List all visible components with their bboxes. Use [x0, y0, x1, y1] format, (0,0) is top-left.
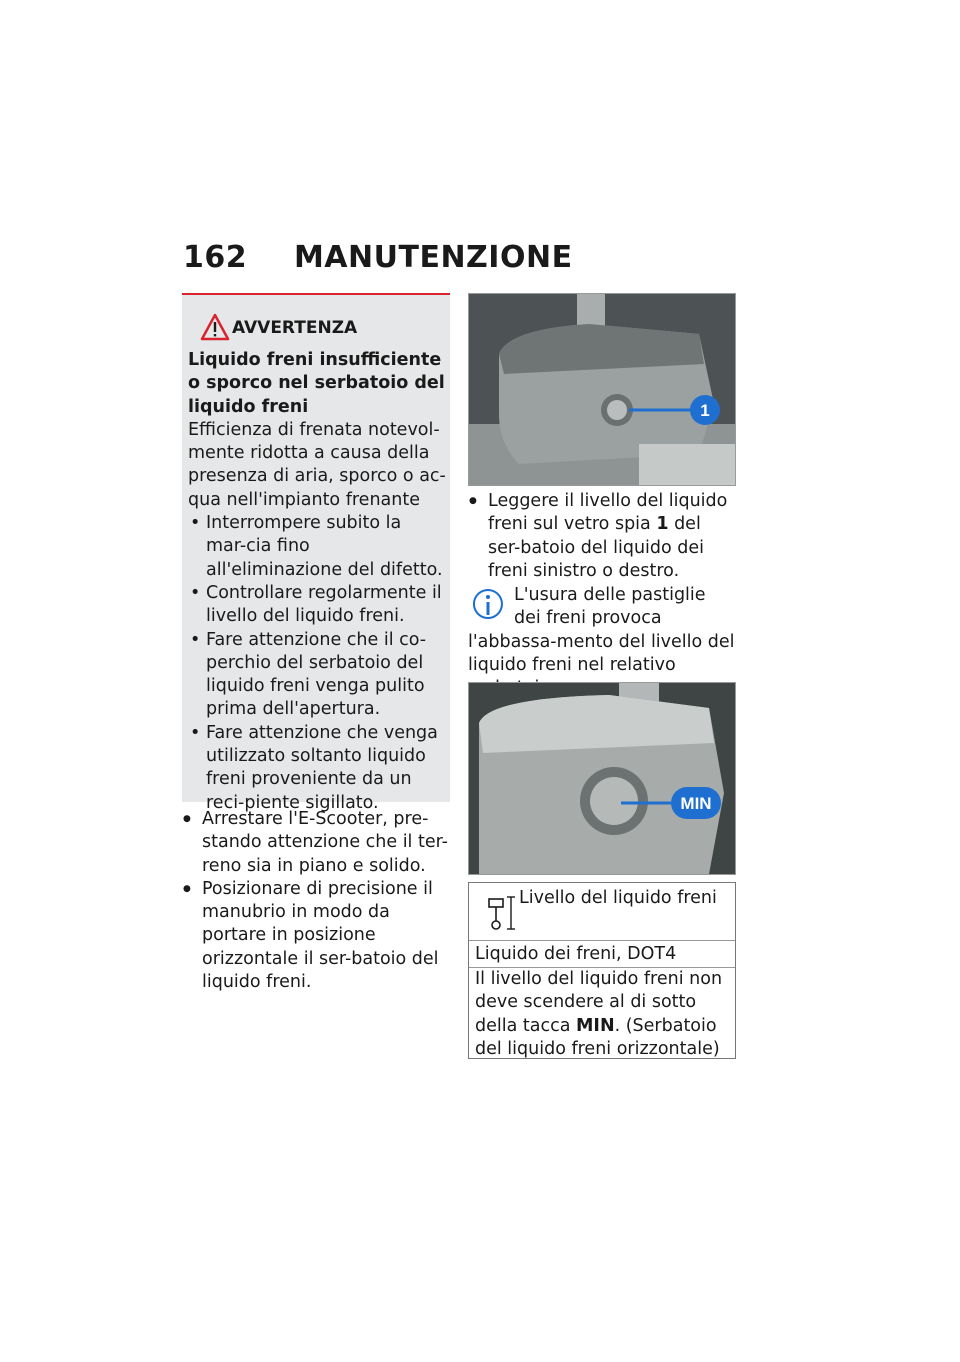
callout-min-label: MIN	[680, 794, 712, 813]
list-item	[468, 490, 736, 583]
list-item: ● Posizionare di precisione il manubrio in modo da portare in posizione orizzontale il ser-batoio del liquido freni.	[182, 878, 450, 994]
spec-description	[469, 968, 735, 1061]
step-text: Leggere il livello del liquido freni sul vetro spia	[488, 491, 728, 535]
warning-triangle-icon	[200, 313, 230, 341]
spec-fluid: Liquido dei freni, DOT4	[469, 941, 735, 968]
warning-heading: Liquido freni insufficiente o sporco nel serbatoio del liquido freni	[188, 350, 445, 417]
spec-desc-text: Il livello del liquido freni non deve scendere al di sotto della tacca	[475, 969, 723, 1036]
spec-table	[468, 882, 736, 1059]
page-header	[183, 240, 573, 275]
right-steps	[468, 490, 736, 583]
list-item: • Fare attenzione che venga utilizzato soltanto liquido freni proveniente da un reci-piente sigillato.	[188, 722, 446, 815]
list-item: • Fare attenzione che il co-perchio del serbatoio del liquido freni venga pulito prima dell'apertura.	[188, 629, 446, 722]
left-steps	[182, 808, 450, 994]
brake-fluid-level-icon	[483, 889, 523, 933]
warning-bullets	[188, 512, 446, 815]
reservoir-photo-min-mark	[468, 682, 736, 875]
spec-desc-end: . (Serbatoio del liquido freni orizzontale)	[475, 1015, 720, 1059]
note-text: L'usura delle pastiglie dei freni provoca l'abbassa-mento del livello del liquido freni nel relativo	[468, 585, 735, 675]
spec-row-title	[469, 883, 735, 941]
reservoir-photo-sight-glass	[468, 293, 736, 486]
step-text-end: del ser-batoio del liquido dei freni sinistro o destro.	[488, 514, 705, 581]
info-icon	[472, 588, 504, 624]
list-item: • Interrompere subito la mar-cia fino all'eliminazione del difetto.	[188, 512, 446, 582]
spec-desc-min: MIN	[576, 1015, 615, 1036]
list-item: ● Arrestare l'E-Scooter, pre-stando attenzione che il ter-reno sia in piano e solido.	[182, 808, 450, 878]
callout-1-label: 1	[700, 401, 710, 420]
section-title: MANUTENZIONE	[293, 240, 573, 275]
warning-label: AVVERTENZA	[232, 318, 358, 338]
page-number: 162	[183, 240, 248, 275]
warning-body: Efficienza di frenata notevol-mente ridotta a causa della presenza di aria, sporco o ac-qua nell'impianto frenante	[188, 419, 446, 510]
warning-box	[182, 295, 450, 813]
list-item: • Controllare regolarmente il livello del liquido freni.	[188, 582, 446, 629]
spec-title: Livello del liquido freni	[519, 888, 717, 908]
step-ref: 1	[656, 514, 669, 535]
